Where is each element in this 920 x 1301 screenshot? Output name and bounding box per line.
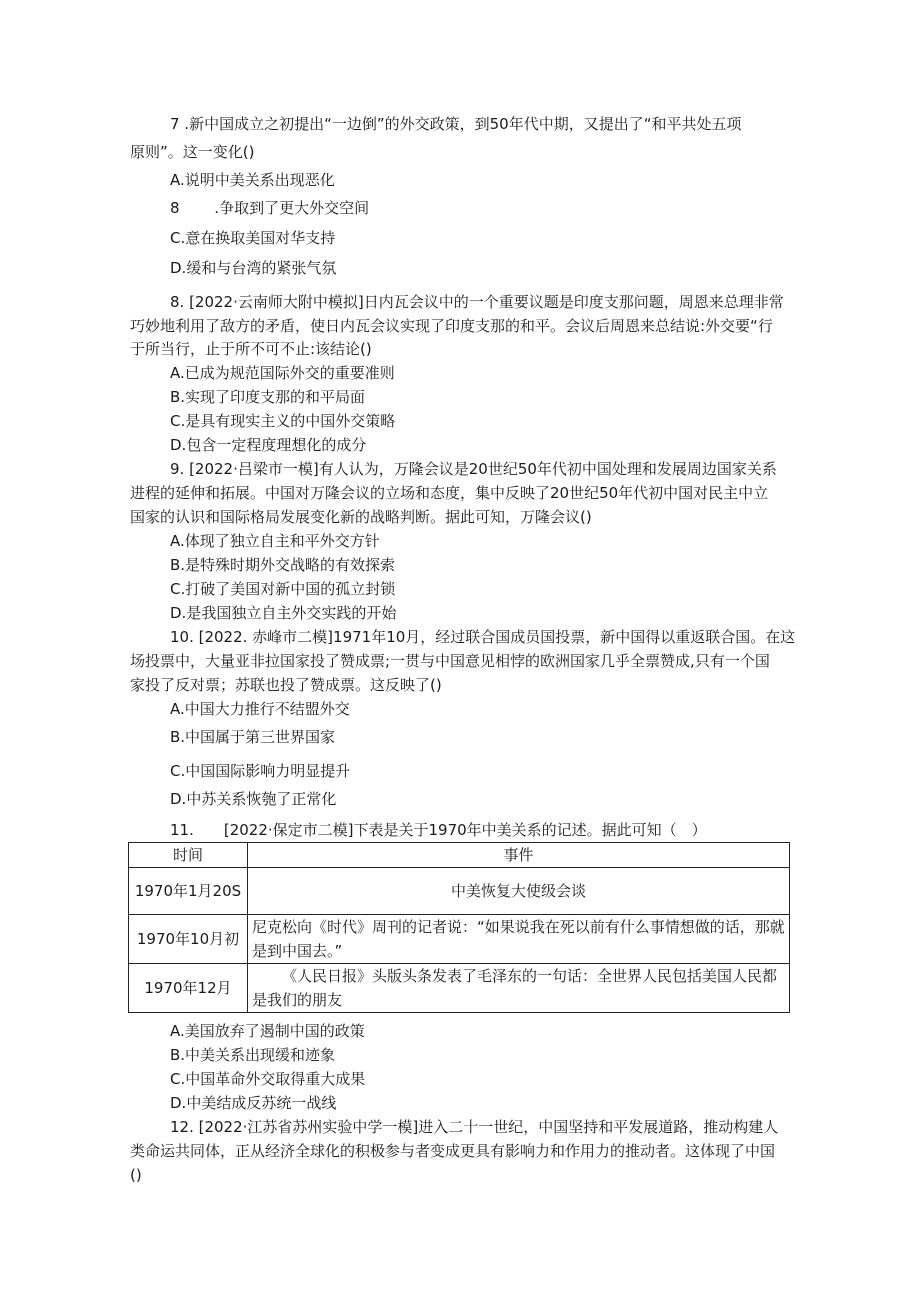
q12-stem-line3: (): [130, 1166, 142, 1184]
q7-option-c: C.意在换取美国对华支持: [170, 229, 336, 247]
q8-stem-line1: 8. [2022·云南师大附中模拟]日内瓦会议中的一个重要议题是印度支那问题，周恩来总理非常: [170, 293, 784, 311]
table-cell-event: 《人民日报》头版头条发表了毛泽东的一句话：全世界人民包括美国人民都是我们的朋友: [248, 964, 790, 1013]
q8-option-c: C.是具有现实主义的中国外交策略: [170, 412, 396, 430]
q8-stem-line3: 于所当行，止于所不可不止:该结论(): [130, 340, 372, 358]
q7-option-b: 8 .争取到了更大外交空间: [170, 199, 370, 217]
table-row: [129, 964, 790, 1013]
table-cell-time: 1970年10月初: [129, 915, 248, 964]
table-cell-time: 1970年1月20S: [129, 868, 248, 915]
q11-option-b: B.中美关系出现缓和迹象: [170, 1046, 336, 1064]
q9-option-a: A.体现了独立自主和平外交方针: [170, 532, 380, 550]
table-row: [129, 868, 790, 915]
q7-stem-line2: 原则”。这一变化(): [130, 143, 255, 161]
table-header-time: 时间: [129, 843, 248, 868]
q8-option-a: A.已成为规范国际外交的重要准则: [170, 364, 395, 382]
q12-stem-line1: 12. [2022·江苏省苏州实验中学一模]进入二十一世纪，中国坚持和平发展道路，推动构建人: [170, 1118, 779, 1136]
q9-stem-line1: 9. [2022·吕梁市一模]有人认为，万隆会议是20世纪50年代初中国处理和发展周边国家关系: [170, 460, 777, 478]
table-cell-event: 尼克松向《时代》周刊的记者说：“如果说我在死以前有什么事情想做的话，那就是到中国去。”: [248, 915, 790, 964]
q10-stem-line3: 家投了反对票；苏联也投了赞成票。这反映了(): [130, 676, 442, 694]
q7-option-d: D.缓和与台湾的紧张气氛: [170, 259, 337, 277]
table-header-row: [129, 843, 790, 868]
q7-option-a: A.说明中美关系出现恶化: [170, 171, 335, 189]
q12-stem-line2: 类命运共同体，正从经济全球化的积极参与者变成更具有影响力和作用力的推动者。这体现了中国: [130, 1142, 776, 1160]
q11-option-d: D.中美结成反苏统一战线: [170, 1094, 337, 1112]
q9-option-b: B.是特殊时期外交战略的有效探索: [170, 556, 396, 574]
table-cell-time: 1970年12月: [129, 964, 248, 1013]
q8-option-d: D.包含一定程度理想化的成分: [170, 436, 367, 454]
q10-option-c: C.中国国际影响力明显提升: [170, 762, 351, 780]
table-row: [129, 915, 790, 964]
q11-option-c: C.中国革命外交取得重大成果: [170, 1070, 366, 1088]
table-header-event: 事件: [248, 843, 790, 868]
q9-option-d: D.是我国独立自主外交实践的开始: [170, 604, 397, 622]
q10-option-b: B.中国属于第三世界国家: [170, 728, 336, 746]
table-cell-event: 中美恢复大使级会谈: [248, 868, 790, 915]
q9-stem-line3: 国家的认识和国际格局发展变化新的战略判断。据此可知，万隆会议(): [130, 508, 592, 526]
q7-stem-line1: 7 .新中国成立之初提出“一边倒”的外交政策，到50年代中期，又提出了“和平共处五项: [170, 115, 742, 133]
q10-stem-line1: 10. [2022. 赤峰市二模]1971年10月，经过联合国成员国投票，新中国得以重返联合国。在这: [170, 628, 796, 646]
q10-option-a: A.中国大力推行不结盟外交: [170, 700, 350, 718]
q8-stem-line2: 巧妙地利用了敌方的矛盾，使日内瓦会议实现了印度支那的和平。会议后周恩来总结说:外交要“行: [130, 317, 773, 335]
q11-option-a: A.美国放弃了遏制中国的政策: [170, 1022, 365, 1040]
q10-stem-line2: 场投票中，大量亚非拉国家投了赞成票;一贯与中国意见相悖的欧洲国家几乎全票赞成,只有一个国: [130, 652, 770, 670]
q8-option-b: B.实现了印度支那的和平局面: [170, 388, 366, 406]
q10-option-d: D.中苏关系恢匏了正常化: [170, 790, 337, 808]
q11-events-table: [128, 842, 790, 1013]
q9-stem-line2: 进程的延伸和拓展。中国对万隆会议的立场和态度，集中反映了20世纪50年代初中国对民主中立: [130, 484, 769, 502]
q9-option-c: C.打破了美国对新中国的孤立封锁: [170, 580, 396, 598]
q11-stem: 11. [2022·保定市二模]下表是关于1970年中美关系的记述。据此可知（ ）: [170, 821, 707, 839]
